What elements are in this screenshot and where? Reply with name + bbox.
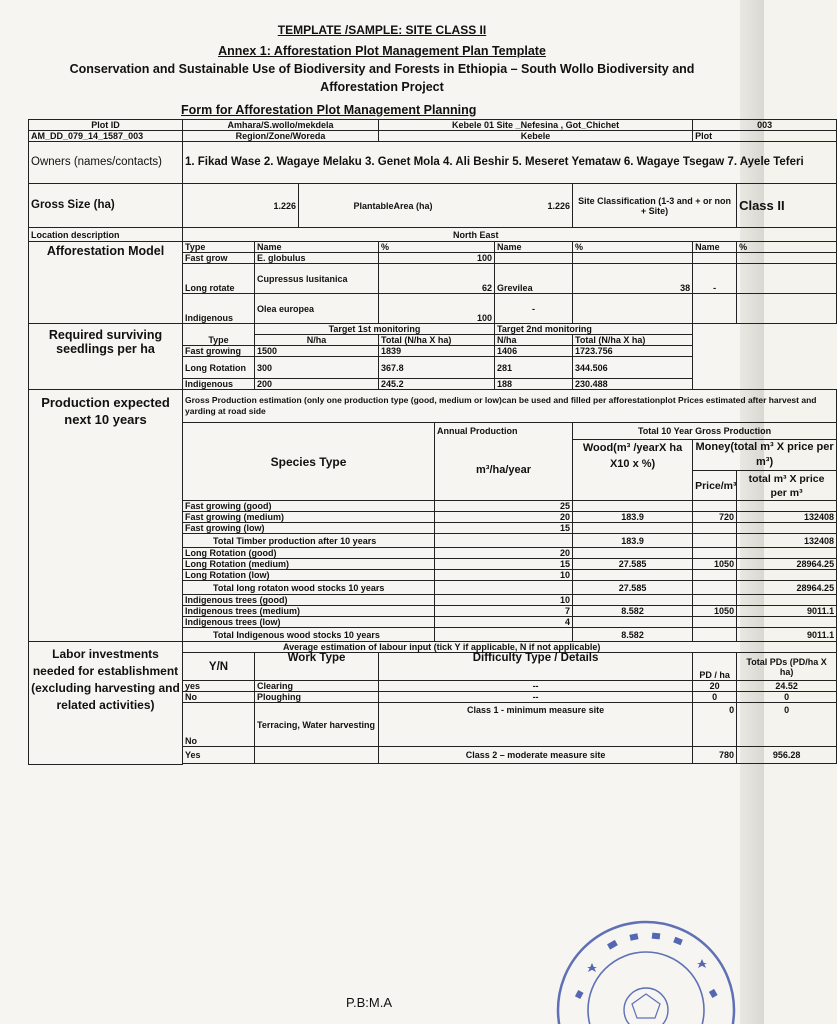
aff-pct3 bbox=[737, 294, 837, 324]
labor-avg-row bbox=[29, 642, 837, 653]
seed-t1: 1839 bbox=[379, 346, 495, 357]
prod-annual: 20 bbox=[435, 512, 573, 523]
prod-price bbox=[693, 548, 737, 559]
owners-value: 1. Fikad Wase 2. Wagaye Melaku 3. Genet Mola 4. Ali Beshir 5. Meseret Yemataw 6. Wagaye Tsegaw 7. Ayele Teferi bbox=[183, 142, 837, 184]
region-value: Amhara/S.wollo/mekdela bbox=[183, 120, 379, 131]
aff-name2: - bbox=[495, 294, 573, 324]
prod-price bbox=[693, 501, 737, 512]
labor-difficulty: Class 1 - minimum measure site bbox=[379, 703, 693, 747]
labor-pd: 780 bbox=[693, 747, 737, 764]
labor-work bbox=[255, 747, 379, 764]
prod-annual: 20 bbox=[435, 548, 573, 559]
aff-name3 bbox=[693, 294, 737, 324]
prod-annual: 10 bbox=[435, 570, 573, 581]
seed-n1: 300 bbox=[255, 357, 379, 379]
prod-annual: 15 bbox=[435, 559, 573, 570]
prod-wood bbox=[573, 570, 693, 581]
plantable-area-value: 1.226 bbox=[435, 184, 573, 228]
aff-pct2: 38 bbox=[573, 264, 693, 294]
prod-money: 9011.1 bbox=[737, 606, 837, 617]
prod-price bbox=[693, 581, 737, 595]
prod-species: Fast growing (low) bbox=[183, 523, 435, 534]
prod-wood: 27.585 bbox=[573, 559, 693, 570]
location-value: North East bbox=[183, 228, 837, 242]
prod-wood: 27.585 bbox=[573, 581, 693, 595]
prod-price bbox=[693, 534, 737, 548]
labor-pd-label: PD / ha bbox=[693, 653, 737, 681]
prod-price bbox=[693, 523, 737, 534]
seed-header-t2: Total (N/ha X ha) bbox=[573, 335, 693, 346]
prod-price: 720 bbox=[693, 512, 737, 523]
prod-money bbox=[737, 501, 837, 512]
prod-money: 28964.25 bbox=[737, 581, 837, 595]
prod-wood bbox=[573, 548, 693, 559]
location-label: Location description bbox=[29, 228, 183, 242]
total-production-label: Total 10 Year Gross Production bbox=[573, 423, 837, 440]
aff-header-pct1: % bbox=[379, 242, 495, 253]
aff-name3: - bbox=[693, 264, 737, 294]
aff-pct3 bbox=[737, 253, 837, 264]
labor-total-pd-label: Total PDs (PD/ha X ha) bbox=[737, 653, 837, 681]
project-title-line1: Conservation and Sustainable Use of Biodiversity and Forests in Ethiopia – South Wollo Biodiversity and bbox=[69, 62, 695, 76]
seed-n2: 1406 bbox=[495, 346, 573, 357]
plantable-area-label: PlantableArea (ha) bbox=[299, 184, 435, 228]
prod-species: Indigenous trees (good) bbox=[183, 595, 435, 606]
kebele-value: Kebele 01 Site _Nefesina , Got_Chichet bbox=[379, 120, 693, 131]
aff-pct3 bbox=[737, 264, 837, 294]
aff-name3 bbox=[693, 253, 737, 264]
prod-annual: 7 bbox=[435, 606, 573, 617]
prod-annual: 15 bbox=[435, 523, 573, 534]
location-row bbox=[29, 228, 837, 242]
prod-money bbox=[737, 617, 837, 628]
prod-wood: 183.9 bbox=[573, 512, 693, 523]
seed-t1: 367.8 bbox=[379, 357, 495, 379]
seed-t2: 344.506 bbox=[573, 357, 693, 379]
prod-annual: 10 bbox=[435, 595, 573, 606]
site-class-label: Site Classification (1-3 and + or non + Site) bbox=[573, 184, 737, 228]
region-label: Region/Zone/Woreda bbox=[183, 131, 379, 142]
labor-work: Ploughing bbox=[255, 692, 379, 703]
prod-annual: 25 bbox=[435, 501, 573, 512]
seed-header-n1: N/ha bbox=[255, 335, 379, 346]
owners-label: Owners (names/contacts) bbox=[29, 142, 183, 184]
afforestation-model-label: Afforestation Model bbox=[29, 242, 183, 324]
aff-header-name2: Name bbox=[495, 242, 573, 253]
aff-name1: E. globulus bbox=[255, 253, 379, 264]
seed-t2: 230.488 bbox=[573, 379, 693, 390]
seed-header-n2: N/ha bbox=[495, 335, 573, 346]
seed-n2: 281 bbox=[495, 357, 573, 379]
seed-n1: 1500 bbox=[255, 346, 379, 357]
labor-yn-label: Y/N bbox=[183, 653, 255, 681]
prod-species: Total long rotaton wood stocks 10 years bbox=[183, 581, 435, 595]
project-title-line2: Afforestation Project bbox=[320, 80, 444, 94]
labor-yn: yes bbox=[183, 681, 255, 692]
labor-pd: 0 bbox=[693, 703, 737, 747]
kebele-label: Kebele bbox=[379, 131, 693, 142]
plot-id-value: AM_DD_079_14_1587_003 bbox=[29, 131, 183, 142]
prod-money bbox=[737, 548, 837, 559]
prod-money bbox=[737, 595, 837, 606]
aff-pct1: 100 bbox=[379, 253, 495, 264]
labor-difficulty: Class 2 – moderate measure site bbox=[379, 747, 693, 764]
labor-work-label: Work Type bbox=[255, 653, 379, 681]
footer-initials: P.B:M.A bbox=[346, 995, 393, 1010]
plot-labels-row bbox=[29, 131, 837, 142]
plot-id-label: Plot ID bbox=[29, 120, 183, 131]
gross-size-row bbox=[29, 184, 837, 228]
plot-management-table bbox=[28, 119, 837, 765]
labor-difficulty: -- bbox=[379, 692, 693, 703]
annual-unit-label: m³/ha/year bbox=[435, 440, 573, 501]
prod-price bbox=[693, 570, 737, 581]
seed-header-t1: Total (N/ha X ha) bbox=[379, 335, 495, 346]
prod-wood bbox=[573, 595, 693, 606]
prod-species: Fast growing (medium) bbox=[183, 512, 435, 523]
prod-money: 132408 bbox=[737, 512, 837, 523]
price-per-m3-label: Price/m³ bbox=[693, 471, 737, 501]
prod-wood: 8.582 bbox=[573, 606, 693, 617]
prod-wood: 183.9 bbox=[573, 534, 693, 548]
labor-total: 956.28 bbox=[737, 747, 837, 764]
gross-size-label: Gross Size (ha) bbox=[29, 184, 183, 228]
labor-total: 0 bbox=[737, 703, 837, 747]
seedlings-label: Required surviving seedlings per ha bbox=[29, 324, 183, 390]
labor-difficulty-label: Difficulty Type / Details bbox=[379, 653, 693, 681]
prod-price: 1050 bbox=[693, 606, 737, 617]
prod-price bbox=[693, 595, 737, 606]
prod-price: 1050 bbox=[693, 559, 737, 570]
labor-yn: No bbox=[183, 703, 255, 747]
aff-name1: Cupressus lusitanica bbox=[255, 264, 379, 294]
annex-title: Annex 1: Afforestation Plot Management Plan Template bbox=[218, 44, 546, 58]
prod-species: Long Rotation (medium) bbox=[183, 559, 435, 570]
afforestation-header-row bbox=[29, 242, 837, 253]
prod-annual: 4 bbox=[435, 617, 573, 628]
prod-money bbox=[737, 570, 837, 581]
production-note: Gross Production estimation (only one production type (good, medium or low)can be used and filled per afforestationplot Prices estimated after harvest and yarding at road side bbox=[183, 390, 837, 423]
aff-type: Indigenous bbox=[183, 294, 255, 324]
target-1st-label: Target 1st monitoring bbox=[255, 324, 495, 335]
aff-header-pct3: % bbox=[737, 242, 837, 253]
aff-pct1: 100 bbox=[379, 294, 495, 324]
aff-header-type: Type bbox=[183, 242, 255, 253]
labor-total: 24.52 bbox=[737, 681, 837, 692]
seed-type: Long Rotation bbox=[183, 357, 255, 379]
form-title: Form for Afforestation Plot Management Planning bbox=[181, 103, 477, 117]
seed-n2: 188 bbox=[495, 379, 573, 390]
aff-pct2 bbox=[573, 253, 693, 264]
seed-n1: 200 bbox=[255, 379, 379, 390]
seed-t1: 245.2 bbox=[379, 379, 495, 390]
total-price-label: total m³ X price per m³ bbox=[737, 471, 837, 501]
gross-size-value: 1.226 bbox=[183, 184, 299, 228]
labor-total: 0 bbox=[737, 692, 837, 703]
prod-price bbox=[693, 628, 737, 642]
prod-wood bbox=[573, 523, 693, 534]
species-type-label: Species Type bbox=[183, 423, 435, 501]
aff-name2 bbox=[495, 253, 573, 264]
labor-avg-label: Average estimation of labour input (tick Y if applicable, N if not applicable) bbox=[183, 642, 837, 653]
prod-wood bbox=[573, 617, 693, 628]
production-label: Production expected next 10 years bbox=[29, 390, 183, 642]
prod-money: 9011.1 bbox=[737, 628, 837, 642]
aff-pct1: 62 bbox=[379, 264, 495, 294]
plot-id-row bbox=[29, 120, 837, 131]
template-title: TEMPLATE /SAMPLE: SITE CLASS II bbox=[277, 23, 487, 37]
seed-type: Indigenous bbox=[183, 379, 255, 390]
labor-difficulty: -- bbox=[379, 681, 693, 692]
prod-species: Indigenous trees (medium) bbox=[183, 606, 435, 617]
aff-name1: Olea europea bbox=[255, 294, 379, 324]
plot-number: 003 bbox=[693, 120, 837, 131]
labor-work: Terracing, Water harvesting bbox=[255, 703, 379, 747]
prod-species: Indigenous trees (low) bbox=[183, 617, 435, 628]
owners-row bbox=[29, 142, 837, 184]
aff-header-name1: Name bbox=[255, 242, 379, 253]
labor-pd: 0 bbox=[693, 692, 737, 703]
prod-price bbox=[693, 617, 737, 628]
seed-header-type: Type bbox=[183, 335, 255, 346]
labor-yn: Yes bbox=[183, 747, 255, 764]
labor-work: Clearing bbox=[255, 681, 379, 692]
project-title bbox=[0, 60, 764, 96]
production-note-row bbox=[29, 390, 837, 423]
plot-label: Plot bbox=[693, 131, 837, 142]
prod-annual bbox=[435, 534, 573, 548]
labor-label: Labor investments needed for establishment (excluding harvesting and related activities) bbox=[29, 642, 183, 765]
aff-name2: Grevilea bbox=[495, 264, 573, 294]
site-class-value: Class II bbox=[737, 184, 837, 228]
prod-annual bbox=[435, 581, 573, 595]
prod-species: Total Indigenous wood stocks 10 years bbox=[183, 628, 435, 642]
labor-yn: No bbox=[183, 692, 255, 703]
aff-pct2 bbox=[573, 294, 693, 324]
aff-type: Fast grow bbox=[183, 253, 255, 264]
aff-header-name3: Name bbox=[693, 242, 737, 253]
seedlings-target-row bbox=[29, 324, 837, 335]
aff-header-pct2: % bbox=[573, 242, 693, 253]
prod-wood: 8.582 bbox=[573, 628, 693, 642]
seed-type: Fast growing bbox=[183, 346, 255, 357]
prod-wood bbox=[573, 501, 693, 512]
prod-species: Fast growing (good) bbox=[183, 501, 435, 512]
wood-label: Wood(m³ /yearX ha X10 x %) bbox=[573, 440, 693, 501]
seed-t2: 1723.756 bbox=[573, 346, 693, 357]
official-stamp bbox=[548, 912, 738, 1024]
labor-pd: 20 bbox=[693, 681, 737, 692]
prod-species: Long Rotation (low) bbox=[183, 570, 435, 581]
prod-annual bbox=[435, 628, 573, 642]
prod-money bbox=[737, 523, 837, 534]
prod-species: Long Rotation (good) bbox=[183, 548, 435, 559]
prod-species: Total Timber production after 10 years bbox=[183, 534, 435, 548]
prod-money: 132408 bbox=[737, 534, 837, 548]
money-label: Money(total m³ X price per m³) bbox=[693, 440, 837, 471]
prod-money: 28964.25 bbox=[737, 559, 837, 570]
aff-type: Long rotate bbox=[183, 264, 255, 294]
annual-production-label: Annual Production bbox=[435, 423, 573, 440]
target-2nd-label: Target 2nd monitoring bbox=[495, 324, 693, 335]
